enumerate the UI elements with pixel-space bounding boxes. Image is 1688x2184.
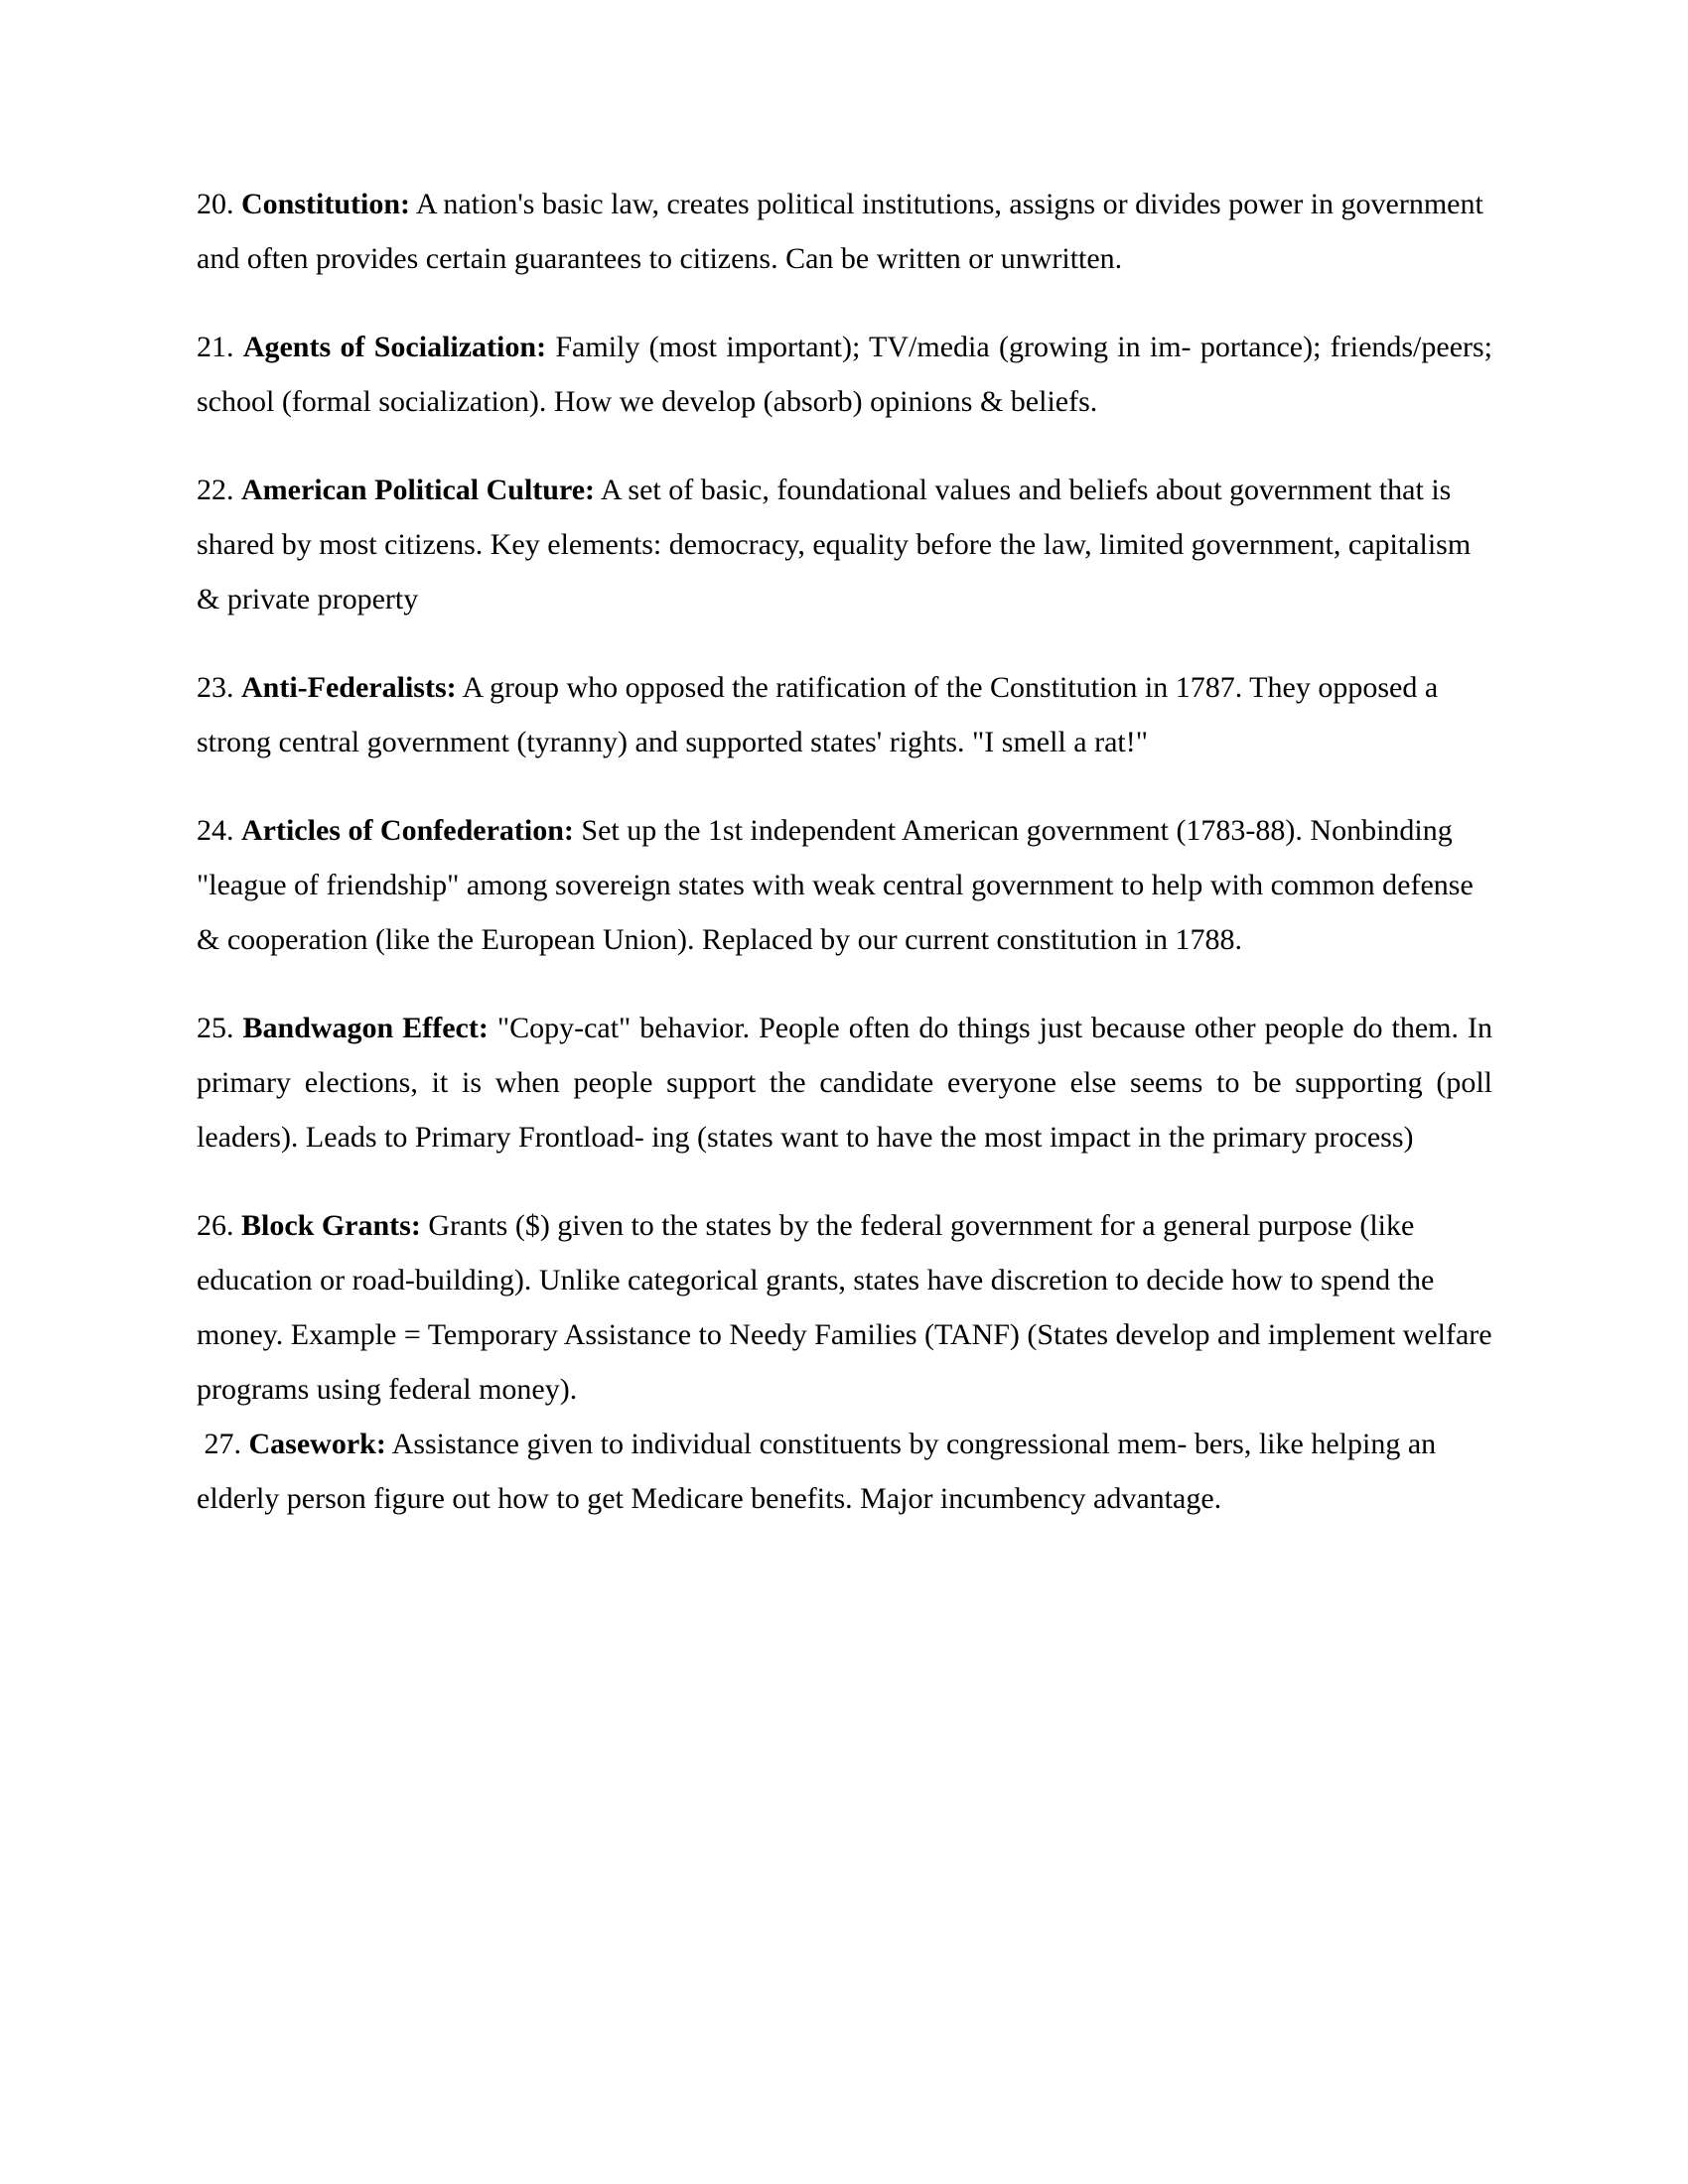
entry-number: 26. bbox=[197, 1209, 234, 1242]
definition-entry bbox=[197, 803, 1492, 967]
entry-term: Casework: bbox=[248, 1428, 386, 1460]
entry-definition: A nation's basic law, creates political institutions, assigns or divides power in government and often provides certain guarantees to citizens. Can be written or unwritten. bbox=[197, 188, 1483, 275]
entry-definition: "Copy-cat" behavior. People often do things just because other people do them. In primary elections, it is when people support the candidate everyone else seems to be supporting (poll leaders). Leads to Primary Frontload- ing (states want to have the most impact in the primary process) bbox=[197, 1012, 1492, 1154]
document-body bbox=[197, 177, 1492, 1526]
definition-entry bbox=[197, 1417, 1492, 1526]
entry-definition: Set up the 1st independent American government (1783-88). Nonbinding "league of friendship" among sovereign states with weak central government to help with common defense & cooperation (like the European Union). Replaced by our current constitution in 1788. bbox=[197, 814, 1474, 956]
entry-definition: Grants ($) given to the states by the federal government for a general purpose (like education or road-building). Unlike categorical grants, states have discretion to decide how to spend the money. Example = Temporary Assistance to Needy Families (TANF) (States develop and implement welfare programs using federal money). bbox=[197, 1209, 1492, 1406]
entry-term: Bandwagon Effect: bbox=[242, 1012, 489, 1044]
entry-term: Articles of Confederation: bbox=[241, 814, 574, 847]
entry-definition: Family (most important); TV/media (growing in im- portance); friends/peers; school (formal socialization). How we develop (absorb) opinions & beliefs. bbox=[197, 331, 1493, 418]
definition-entry bbox=[197, 320, 1492, 429]
entry-term: Anti-Federalists: bbox=[241, 671, 457, 704]
entry-term: Agents of Socialization: bbox=[242, 331, 547, 363]
entry-definition: A group who opposed the ratification of the Constitution in 1787. They opposed a strong central government (tyranny) and supported states' rights. "I smell a rat!" bbox=[197, 671, 1439, 758]
entry-number: 23. bbox=[197, 671, 234, 704]
entry-number: 24. bbox=[197, 814, 234, 847]
entry-number: 22. bbox=[197, 474, 234, 506]
entry-definition: A set of basic, foundational values and beliefs about government that is shared by most citizens. Key elements: democracy, equality before the law, limited government, capitalism & private property bbox=[197, 474, 1472, 615]
definition-entry bbox=[197, 660, 1492, 769]
entry-number: 21. bbox=[197, 331, 234, 363]
definition-entry bbox=[197, 463, 1492, 626]
entry-number: 20. bbox=[197, 188, 234, 220]
entry-definition: Assistance given to individual constituents by congressional mem- bers, like helping an elderly person figure out how to get Medicare benefits. Major incumbency advantage. bbox=[197, 1428, 1437, 1515]
entry-number: 25. bbox=[197, 1012, 234, 1044]
entry-term: American Political Culture: bbox=[241, 474, 596, 506]
entry-term: Block Grants: bbox=[241, 1209, 421, 1242]
entry-number: 27. bbox=[204, 1428, 241, 1460]
entry-term: Constitution: bbox=[241, 188, 411, 220]
definition-entry bbox=[197, 1198, 1492, 1417]
definition-entry bbox=[197, 177, 1492, 286]
definition-entry bbox=[197, 1001, 1492, 1164]
